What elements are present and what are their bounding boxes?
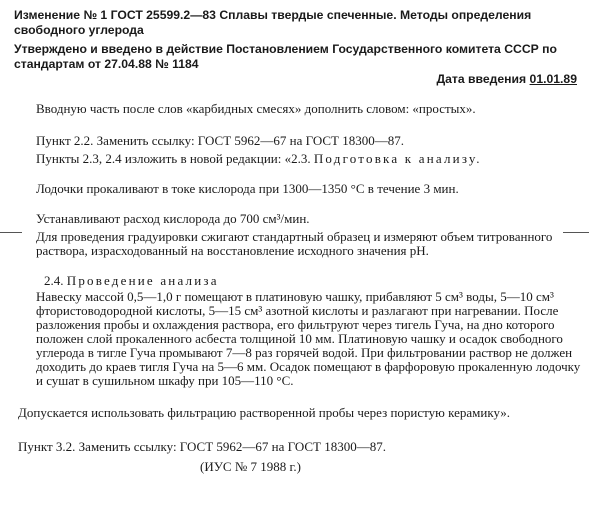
paragraph-oxygen-flow: Устанавливают расход кислорода до 700 см³/мин. — [36, 211, 310, 226]
effective-date — [436, 72, 577, 86]
paragraph-points-2-3-2-4 — [36, 152, 581, 166]
paragraph-boats-calcination: Лодочки прокаливают в токе кислорода при 1300—1350 °С в течение 3 мин. — [36, 181, 459, 196]
section-2-4-heading — [44, 274, 589, 288]
approval-statement: Утверждено и введено в действие Постановлением Государственного комитета СССР по стандартам от 27.04.88 № 1184 — [14, 42, 557, 71]
publication-reference: (ИУС № 7 1988 г.) — [200, 459, 301, 474]
paragraph-point-3-2: Пункт 3.2. Заменить ссылку: ГОСТ 5962—67 на ГОСТ 18300—87. — [18, 439, 386, 454]
paragraph-intro: Вводную часть после слов «карбидных смесях» дополнить словом: «простых». — [36, 101, 476, 116]
section-heading-preparation: Подготовка к анализу. — [313, 151, 482, 166]
amendment-title: Изменение № 1 ГОСТ 25599.2—83 Сплавы твердые спеченные. Методы определения свободного углерода — [14, 8, 532, 37]
date-value: 01.01.89 — [529, 72, 577, 86]
paragraph-procedure: Навеску массой 0,5—1,0 г помещают в платиновую чашку, прибавляют 5 см³ воды, 5—10 см³ фтористоводородной кислоты, 5—15 см³ азотной кислоты и разлагают при нагревании. После разложения пробы и охлаждения раствора, его фильтруют через тигель Гуча, на дно которого положен слой прокаленного асбеста толщиной 10 мм. Платиновую чашку и осадок свободного углерода в тигле Гуча промывают 7—8 раз горячей водой. При фильтровании раствор не должен доходить до краев тигля Гуча на 5—6 мм. Осадок помещают в фарфоровую прокаленную лодочку и сушат в сушильном шкафу при 105—110 °С. — [36, 289, 581, 388]
paragraph-point-2-2: Пункт 2.2. Заменить ссылку: ГОСТ 5962—67 на ГОСТ 18300—87. — [36, 133, 404, 148]
paragraph-ceramic-filtration: Допускается использовать фильтрацию растворенной пробы через пористую керамику». — [18, 405, 511, 420]
date-label: Дата введения — [436, 72, 527, 86]
section-heading-analysis: Проведение анализа — [66, 273, 219, 288]
points-lead: Пункты 2.3, 2.4 изложить в новой редакции: «2.3. — [36, 151, 311, 166]
section-number: 2.4. — [44, 273, 64, 288]
margin-rule-left — [0, 232, 22, 233]
paragraph-calibration: Для проведения градуировки сжигают стандартный образец и измеряют объем титрованного раствора, израсходованный на восстановление исходного значения рН. — [36, 229, 553, 258]
